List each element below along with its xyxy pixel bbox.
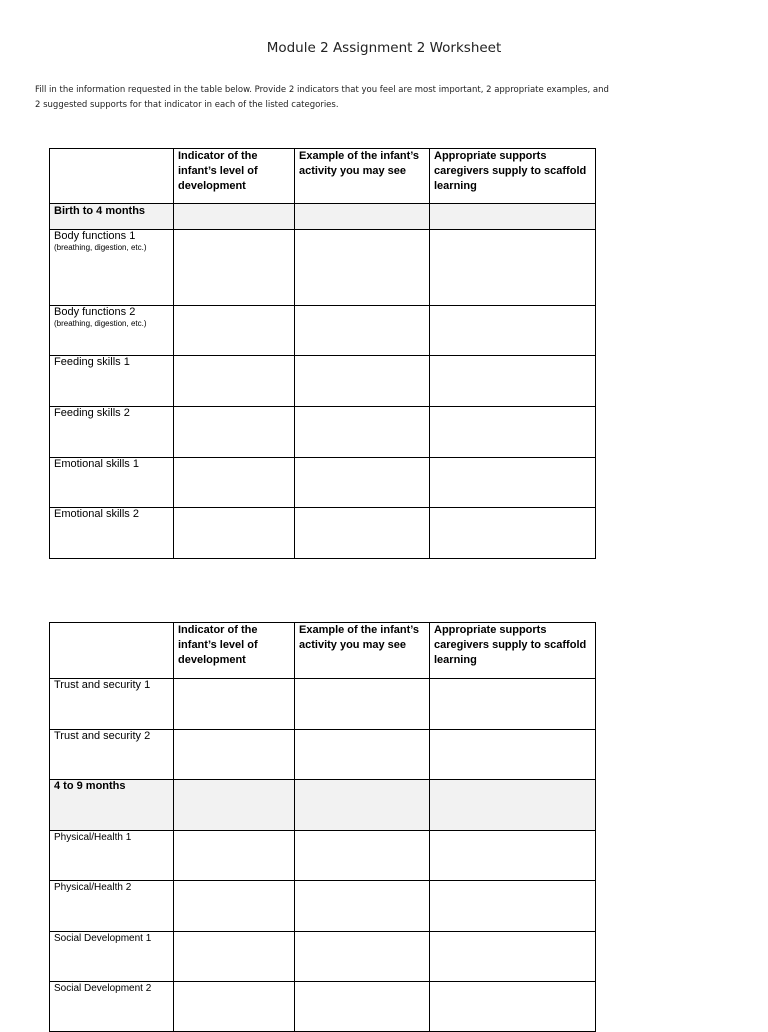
row-label: Emotional skills 2 [54,508,139,520]
table-row [50,730,596,780]
row-label: Feeding skills 2 [54,407,130,419]
table-cell[interactable] [174,458,295,508]
table-row [50,831,596,881]
table-cell[interactable] [295,508,430,559]
row-label: Social Development 1 [54,933,152,944]
table-cell[interactable] [430,679,596,730]
table-row [50,982,596,1032]
table-cell[interactable] [174,881,295,932]
instructions-line-1: Fill in the information requested in the table below. Provide 2 indicators that you feel are most important, 2 appropriate examples, and [35,85,609,95]
section-label: 4 to 9 months [54,780,126,792]
table-cell[interactable] [430,306,596,356]
table-row [50,679,596,730]
row-label: Trust and security 2 [54,730,151,742]
table-cell[interactable] [295,230,430,306]
table-row [50,407,596,458]
table-cell[interactable] [174,306,295,356]
section-label: Birth to 4 months [54,205,146,217]
row-sublabel: (breathing, digestion, etc.) [54,319,147,328]
table-cell[interactable] [295,356,430,407]
table-cell[interactable] [174,407,295,458]
column-header-supports: Appropriate supports caregivers supply to scaffold learning [430,623,596,679]
table-cell[interactable] [174,730,295,780]
table-cell[interactable] [295,932,430,982]
column-header-supports: Appropriate supports caregivers supply to scaffold learning [430,149,596,204]
table-row [50,306,596,356]
table-cell[interactable] [295,780,430,831]
row-sublabel: (breathing, digestion, etc.) [54,243,147,252]
table-header-row [50,149,596,204]
table-row [50,230,596,306]
table-cell[interactable] [295,679,430,730]
table-cell[interactable] [295,204,430,230]
table-cell[interactable] [295,881,430,932]
row-label: Feeding skills 1 [54,356,130,368]
table-cell[interactable] [174,508,295,559]
table-row [50,458,596,508]
table-row [50,932,596,982]
worksheet-table-1 [49,148,596,559]
row-label: Physical/Health 1 [54,832,132,843]
instructions [35,83,635,113]
table-cell[interactable] [430,780,596,831]
column-header-indicator: Indicator of the infant’s level of development [174,623,295,679]
worksheet-table-2 [49,622,596,1032]
table-cell[interactable] [430,730,596,780]
page-title: Module 2 Assignment 2 Worksheet [266,40,502,56]
table-cell[interactable] [430,881,596,932]
table-cell[interactable] [430,230,596,306]
row-label: Body functions 1 [54,230,136,242]
table-cell[interactable] [430,831,596,881]
table-cell[interactable] [295,831,430,881]
table-cell[interactable] [430,508,596,559]
column-header-indicator: Indicator of the infant’s level of development [174,149,295,204]
table-cell[interactable] [430,458,596,508]
table-cell[interactable] [174,356,295,407]
table-cell[interactable] [295,306,430,356]
table-row [50,356,596,407]
table-cell[interactable] [430,932,596,982]
row-label: Trust and security 1 [54,679,151,691]
table-cell[interactable] [295,730,430,780]
table-cell[interactable] [174,982,295,1032]
table-cell[interactable] [430,356,596,407]
column-header-example: Example of the infant’s activity you may see [295,623,430,679]
table-header-row [50,623,596,679]
corner-cell [50,623,174,679]
table-row [50,508,596,559]
table-cell[interactable] [174,831,295,881]
row-label: Emotional skills 1 [54,458,139,470]
table-cell[interactable] [174,230,295,306]
table-cell[interactable] [295,982,430,1032]
row-label: Social Development 2 [54,983,152,994]
row-label: Physical/Health 2 [54,882,132,893]
instructions-line-2: 2 suggested supports for that indicator in each of the listed categories. [35,100,339,110]
table-cell[interactable] [295,407,430,458]
table-cell[interactable] [430,204,596,230]
table-cell[interactable] [174,679,295,730]
table-cell[interactable] [174,204,295,230]
table-cell[interactable] [295,458,430,508]
table-cell[interactable] [430,407,596,458]
table-cell[interactable] [174,780,295,831]
row-label: Body functions 2 [54,306,136,318]
table-cell[interactable] [430,982,596,1032]
corner-cell [50,149,174,204]
table-cell[interactable] [174,932,295,982]
section-row [50,204,596,230]
section-row [50,780,596,831]
column-header-example: Example of the infant’s activity you may see [295,149,430,204]
table-row [50,881,596,932]
